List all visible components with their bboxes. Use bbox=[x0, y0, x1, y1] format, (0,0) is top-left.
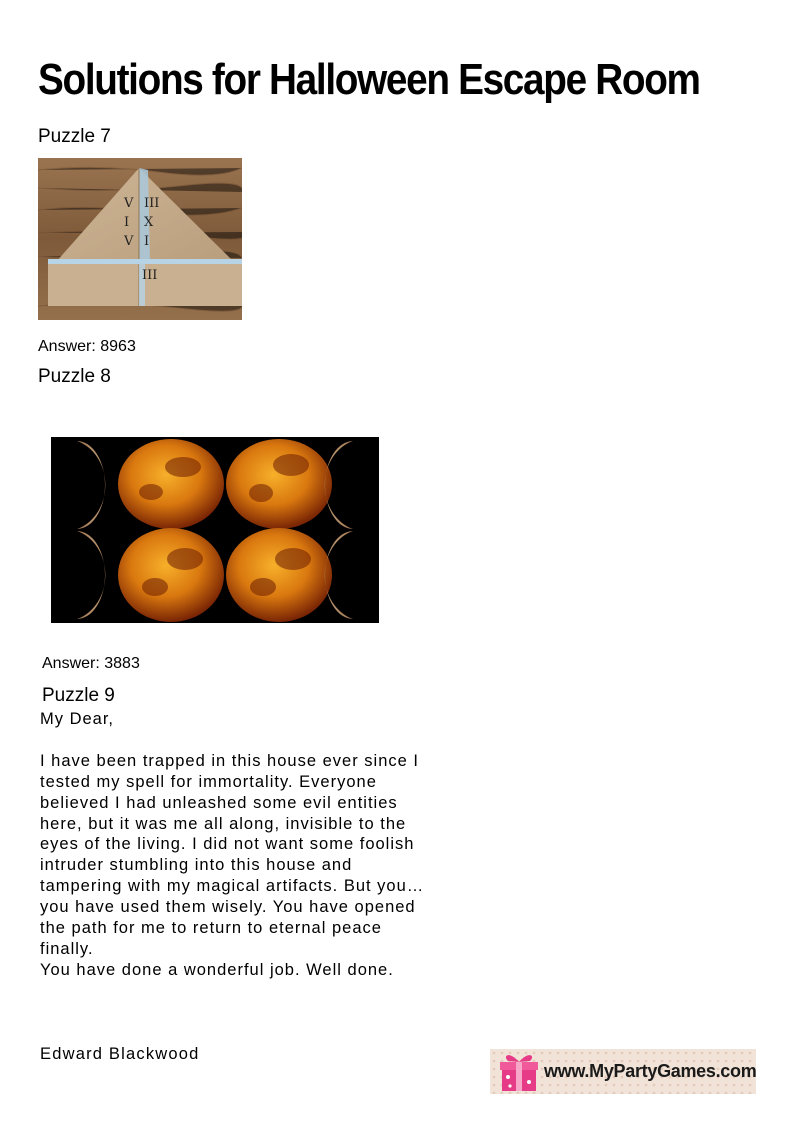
puzzle-7-photo bbox=[38, 158, 242, 320]
numeral-left-3: V bbox=[124, 234, 134, 249]
puzzle-8-label: Puzzle 8 bbox=[38, 366, 111, 387]
numeral-right-3: I bbox=[144, 234, 150, 249]
puzzle-9-letter: My Dear, I have been trapped in this house ever since I tested my spell for immortality. Everyone believed I had unleashed some evil entities here, but it was me all along, invisible to the eyes of the living. I did not want some foolish intruder stumbling into this house and tampering with my magical artifacts. But you… you have used them wisely. You have opened the path for me to return to eternal peace finally. You have done a wonderful job. Well done. bbox=[40, 710, 425, 979]
numeral-right-1: III bbox=[144, 196, 160, 211]
puzzle-7-label: Puzzle 7 bbox=[38, 126, 111, 147]
site-logo[interactable] bbox=[490, 1049, 756, 1094]
numeral-right-2: X bbox=[144, 215, 154, 230]
puzzle-9-label: Puzzle 9 bbox=[42, 685, 115, 706]
letter-signature: Edward Blackwood bbox=[40, 1045, 200, 1063]
puzzle-7-answer: Answer: 8963 bbox=[38, 338, 136, 355]
logo-text[interactable]: www.MyPartyGames.com bbox=[544, 1061, 757, 1081]
numeral-left-2: I bbox=[124, 215, 130, 230]
puzzle-8-moons-image bbox=[51, 437, 379, 623]
puzzle-8-answer: Answer: 3883 bbox=[42, 655, 140, 672]
numeral-bottom: III bbox=[142, 268, 158, 283]
page-title: Solutions for Halloween Escape Room bbox=[38, 55, 700, 104]
numeral-left-1: V bbox=[124, 196, 134, 211]
